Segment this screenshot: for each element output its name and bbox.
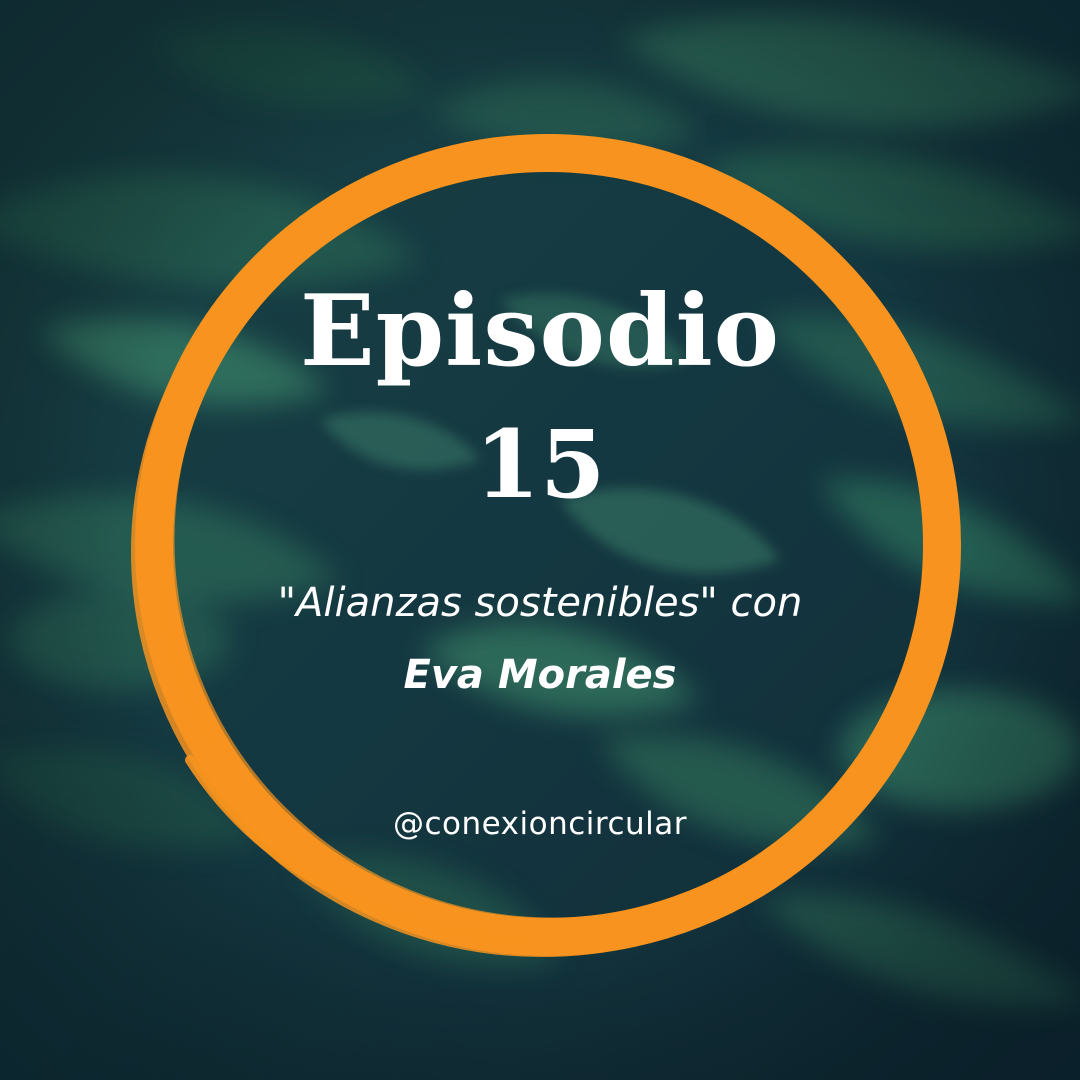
episode-subtitle: "Alianzas sostenibles" con bbox=[277, 580, 803, 626]
guest-name: Eva Morales bbox=[403, 652, 677, 698]
social-handle: @conexioncircular bbox=[392, 806, 688, 842]
episode-number: 15 bbox=[474, 410, 606, 520]
episode-title: Episodio bbox=[299, 274, 781, 389]
